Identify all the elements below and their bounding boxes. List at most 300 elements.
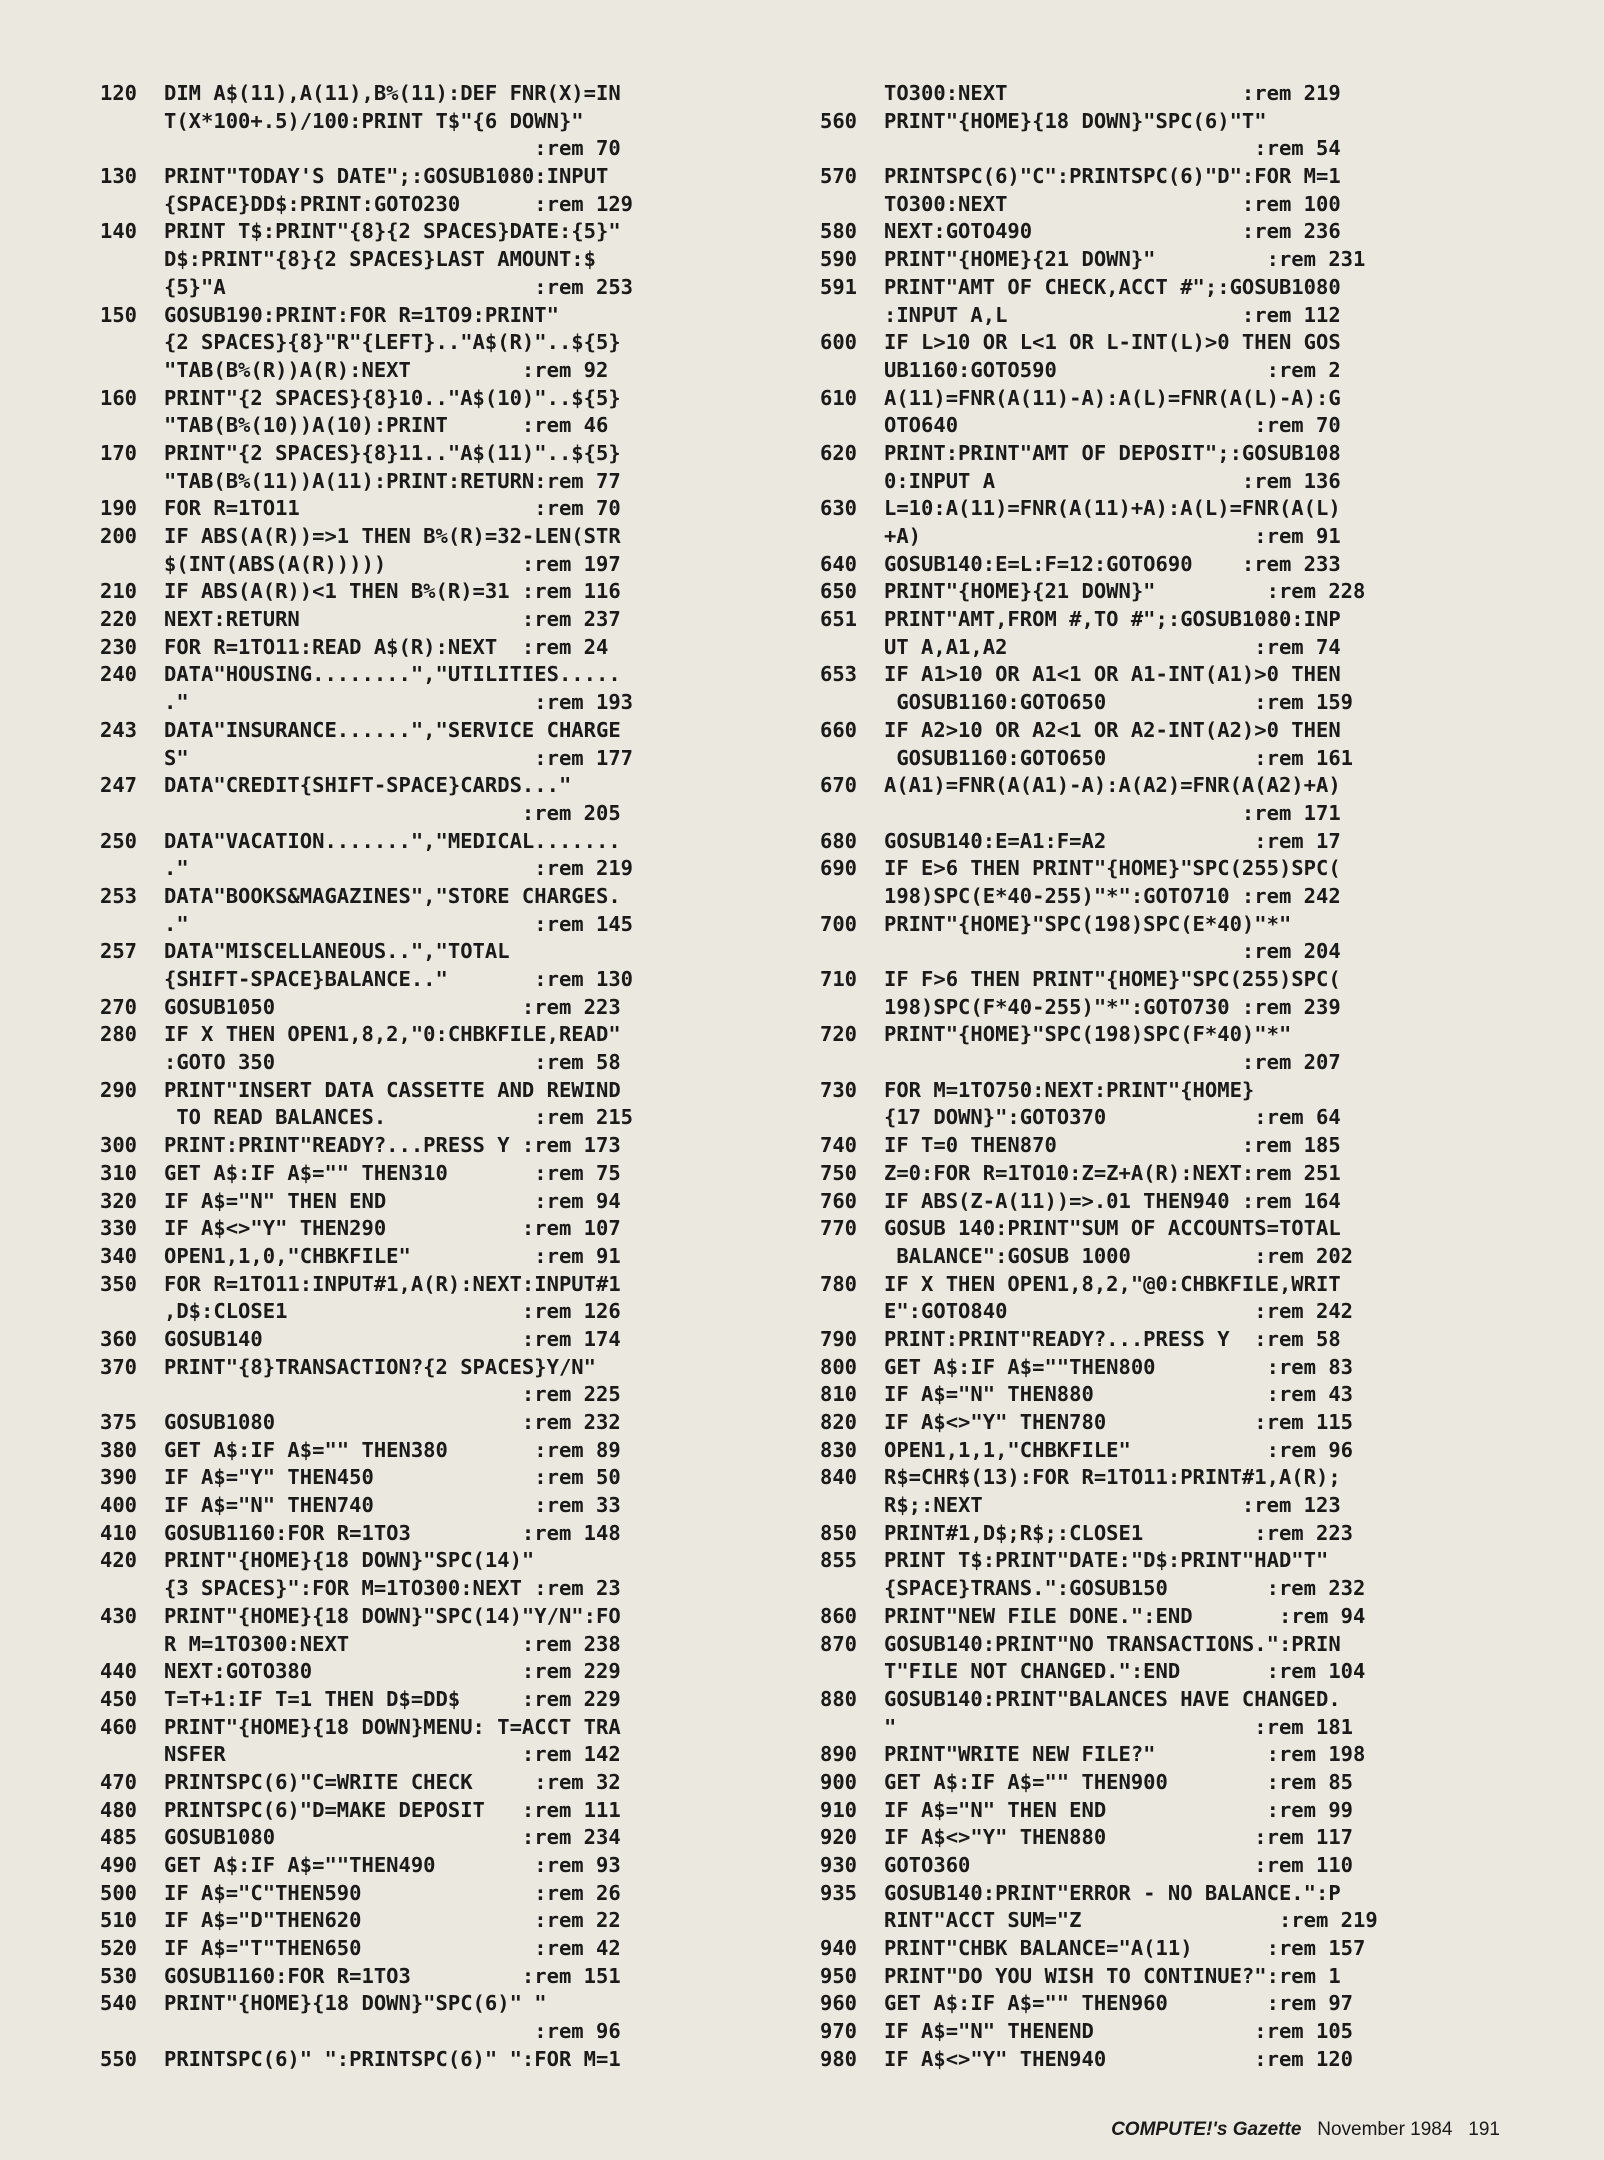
- code-line: [820, 274, 1500, 302]
- line-number: 840: [820, 1465, 858, 1490]
- line-code: GET A$:IF A$="" THEN960 :rem 97: [884, 1991, 1353, 2016]
- code-line: [820, 1852, 1500, 1880]
- line-code: DATA"VACATION.......","MEDICAL.......: [164, 828, 621, 853]
- line-number: 370: [100, 1354, 138, 1379]
- code-line: [100, 1188, 780, 1216]
- code-line: [820, 994, 1500, 1022]
- line-code: DATA"HOUSING........","UTILITIES.....: [164, 662, 621, 687]
- code-line: [820, 1935, 1500, 1963]
- line-number: 420: [100, 1548, 138, 1573]
- line-code: IF ABS(Z-A(11))=>.01 THEN940 :rem 164: [884, 1188, 1341, 1213]
- line-number: 620: [820, 440, 858, 465]
- line-code: PRINT"TODAY'S DATE";:GOSUB1080:INPUT: [164, 164, 609, 189]
- line-code: R$;:NEXT :rem 123: [884, 1493, 1341, 1518]
- line-code: T=T+1:IF T=1 THEN D$=DD$ :rem 229: [164, 1686, 621, 1711]
- code-line: [820, 1271, 1500, 1299]
- code-line: [100, 1797, 780, 1825]
- line-code: GOSUB1160:FOR R=1TO3 :rem 148: [164, 1520, 621, 1545]
- code-line: [820, 1298, 1500, 1326]
- line-code: PRINT"{2 SPACES}{8}11.."A$(11)"..${5}: [164, 440, 621, 465]
- line-code: OPEN1,1,1,"CHBKFILE" :rem 96: [884, 1437, 1353, 1462]
- code-line: [820, 1686, 1500, 1714]
- code-line: [820, 883, 1500, 911]
- code-line: [100, 1271, 780, 1299]
- code-line: [100, 1769, 780, 1797]
- line-number: 653: [820, 662, 858, 687]
- line-number: 190: [100, 496, 138, 521]
- code-line: [100, 329, 780, 357]
- line-number: 900: [820, 1769, 858, 1794]
- line-code: :rem 225: [164, 1382, 621, 1407]
- code-line: [820, 218, 1500, 246]
- line-code: L=10:A(11)=FNR(A(11)+A):A(L)=FNR(A(L): [884, 496, 1341, 521]
- line-number: 220: [100, 607, 138, 632]
- line-code: S" :rem 177: [164, 745, 633, 770]
- line-code: FOR R=1TO11:READ A$(R):NEXT :rem 24: [164, 634, 609, 659]
- line-code: TO300:NEXT :rem 100: [884, 191, 1341, 216]
- line-code: 198)SPC(F*40-255)"*":GOTO730 :rem 239: [884, 994, 1341, 1019]
- line-code: "TAB(B%(R))A(R):NEXT :rem 92: [164, 357, 609, 382]
- line-number: 820: [820, 1410, 858, 1434]
- line-number: 651: [820, 607, 858, 632]
- line-number: 855: [820, 1548, 858, 1573]
- line-code: PRINT:PRINT"AMT OF DEPOSIT";:GOSUB108: [884, 440, 1341, 465]
- code-line: [820, 800, 1500, 828]
- code-line: [820, 440, 1500, 468]
- line-code: IF A$="T"THEN650 :rem 42: [164, 1936, 621, 1961]
- line-number: 140: [100, 219, 138, 244]
- code-line: [100, 1520, 780, 1548]
- line-number: 670: [820, 773, 858, 798]
- page-footer: [1108, 2119, 1500, 2141]
- line-code: A(A1)=FNR(A(A1)-A):A(A2)=FNR(A(A2)+A): [884, 773, 1341, 798]
- code-line: [820, 1575, 1500, 1603]
- line-code: PRINT"AMT,FROM #,TO #";:GOSUB1080:INP: [884, 607, 1341, 632]
- line-code: {2 SPACES}{8}"R"{LEFT}.."A$(R)"..${5}: [164, 330, 621, 355]
- code-line: [100, 745, 780, 773]
- line-code: IF A$="Y" THEN450 :rem 50: [164, 1465, 621, 1490]
- line-number: 130: [100, 164, 138, 189]
- line-number: 170: [100, 440, 138, 465]
- line-number: 230: [100, 634, 138, 659]
- line-number: 580: [820, 219, 858, 244]
- line-number: 800: [820, 1354, 858, 1379]
- line-number: 650: [820, 579, 858, 604]
- code-line: [100, 634, 780, 662]
- code-line: [820, 1464, 1500, 1492]
- line-code: PRINT"{HOME}{18 DOWN}"SPC(6)"T": [884, 108, 1267, 133]
- line-code: :rem 70: [164, 136, 621, 161]
- code-line: [820, 717, 1500, 745]
- code-line: [100, 163, 780, 191]
- code-line: [100, 883, 780, 911]
- line-code: E":GOTO840 :rem 242: [884, 1299, 1353, 1324]
- line-number: 780: [820, 1271, 858, 1296]
- code-line: [100, 1907, 780, 1935]
- line-number: 630: [820, 496, 858, 521]
- code-line: [100, 1049, 780, 1077]
- line-code: R M=1TO300:NEXT :rem 238: [164, 1631, 621, 1656]
- line-code: PRINT T$:PRINT"DATE:"D$:PRINT"HAD"T": [884, 1548, 1329, 1573]
- line-code: PRINT"WRITE NEW FILE?" :rem 198: [884, 1742, 1366, 1767]
- line-number: 700: [820, 911, 858, 936]
- code-line: [100, 468, 780, 496]
- code-line: [820, 1547, 1500, 1575]
- line-number: 730: [820, 1077, 858, 1102]
- line-code: DATA"MISCELLANEOUS..","TOTAL: [164, 939, 510, 964]
- line-code: +A) :rem 91: [884, 524, 1341, 548]
- line-number: 680: [820, 828, 858, 853]
- code-line: [820, 2046, 1500, 2074]
- line-code: ." :rem 145: [164, 911, 633, 936]
- code-line: [820, 1354, 1500, 1382]
- code-line: [100, 1658, 780, 1686]
- line-code: GOSUB1160:GOTO650 :rem 161: [884, 745, 1353, 770]
- code-line: [820, 468, 1500, 496]
- code-line: [820, 1077, 1500, 1105]
- line-number: 910: [820, 1797, 858, 1822]
- code-line: [100, 1603, 780, 1631]
- code-line: [100, 1741, 780, 1769]
- code-line: [100, 1852, 780, 1880]
- line-code: IF ABS(A(R))=>1 THEN B%(R)=32-LEN(STR: [164, 524, 621, 548]
- code-line: [820, 2018, 1500, 2046]
- line-code: BALANCE":GOSUB 1000 :rem 202: [884, 1243, 1353, 1268]
- line-code: FOR M=1TO750:NEXT:PRINT"{HOME}: [884, 1077, 1255, 1102]
- line-code: NEXT:RETURN :rem 237: [164, 607, 621, 632]
- line-code: GOSUB140:PRINT"NO TRANSACTIONS.":PRIN: [884, 1631, 1341, 1656]
- line-code: PRINTSPC(6)"C=WRITE CHECK :rem 32: [164, 1769, 621, 1794]
- line-code: 0:INPUT A :rem 136: [884, 468, 1341, 493]
- line-number: 440: [100, 1659, 138, 1684]
- line-number: 760: [820, 1188, 858, 1213]
- line-code: OTO640 :rem 70: [884, 413, 1341, 438]
- line-code: IF A$<>"Y" THEN290 :rem 107: [164, 1216, 621, 1241]
- line-number: 430: [100, 1603, 138, 1628]
- line-code: ." :rem 193: [164, 690, 633, 715]
- code-line: [100, 1104, 780, 1132]
- code-line: [820, 1907, 1500, 1935]
- code-line: [100, 1437, 780, 1465]
- line-number: 150: [100, 302, 138, 327]
- line-number: 870: [820, 1631, 858, 1656]
- line-code: IF ABS(A(R))<1 THEN B%(R)=31 :rem 116: [164, 579, 621, 604]
- code-line: [820, 1021, 1500, 1049]
- code-line: [100, 523, 780, 551]
- code-line: [820, 1409, 1500, 1437]
- line-number: 500: [100, 1880, 138, 1905]
- code-line: [820, 1132, 1500, 1160]
- code-line: [820, 606, 1500, 634]
- line-code: PRINT"CHBK BALANCE="A(11) :rem 157: [884, 1936, 1366, 1961]
- code-line: [100, 1935, 780, 1963]
- code-line: [100, 578, 780, 606]
- line-number: 120: [100, 81, 138, 105]
- line-number: 280: [100, 1022, 138, 1047]
- code-line: [820, 1603, 1500, 1631]
- code-line: [820, 1049, 1500, 1077]
- line-code: {SHIFT-SPACE}BALANCE.." :rem 130: [164, 967, 633, 991]
- line-code: PRINT"{HOME}{21 DOWN}" :rem 228: [884, 579, 1366, 604]
- code-line: [820, 1658, 1500, 1686]
- code-line: [100, 606, 780, 634]
- line-number: 480: [100, 1797, 138, 1822]
- code-line: [100, 1714, 780, 1742]
- line-code: GOSUB 140:PRINT"SUM OF ACCOUNTS=TOTAL: [884, 1216, 1341, 1241]
- line-number: 490: [100, 1853, 138, 1877]
- code-line: [820, 855, 1500, 883]
- code-line: [820, 495, 1500, 523]
- line-code: PRINT"DO YOU WISH TO CONTINUE?":rem 1: [884, 1963, 1341, 1988]
- line-code: GOSUB190:PRINT:FOR R=1TO9:PRINT": [164, 302, 559, 327]
- code-line: [100, 2046, 780, 2074]
- line-code: TO300:NEXT :rem 219: [884, 81, 1341, 105]
- line-code: {17 DOWN}":GOTO370 :rem 64: [884, 1105, 1341, 1130]
- code-line: [820, 1631, 1500, 1659]
- line-code: PRINT"{HOME}{21 DOWN}" :rem 231: [884, 247, 1366, 272]
- line-code: ,D$:CLOSE1 :rem 126: [164, 1299, 621, 1324]
- code-line: [820, 551, 1500, 579]
- line-code: PRINTSPC(6)" ":PRINTSPC(6)" ":FOR M=1: [164, 2046, 621, 2071]
- line-code: GOSUB1080 :rem 232: [164, 1410, 621, 1434]
- line-number: 253: [100, 883, 138, 908]
- code-line: [820, 1714, 1500, 1742]
- code-line: [820, 634, 1500, 662]
- code-line: [820, 1437, 1500, 1465]
- line-number: 890: [820, 1742, 858, 1767]
- code-line: [820, 661, 1500, 689]
- line-code: GOSUB140:PRINT"ERROR - NO BALANCE.":P: [884, 1880, 1341, 1905]
- line-code: IF A$="N" THEN END :rem 94: [164, 1188, 621, 1213]
- line-number: 250: [100, 828, 138, 853]
- code-line: [100, 966, 780, 994]
- code-line: [820, 1104, 1500, 1132]
- line-code: IF A$="N" THEN740 :rem 33: [164, 1493, 621, 1518]
- line-code: $(INT(ABS(A(R))))) :rem 197: [164, 551, 621, 576]
- line-code: T"FILE NOT CHANGED.":END :rem 104: [884, 1659, 1366, 1684]
- line-code: "TAB(B%(10))A(10):PRINT :rem 46: [164, 413, 609, 438]
- line-code: PRINTSPC(6)"C":PRINTSPC(6)"D":FOR M=1: [884, 164, 1341, 189]
- line-number: 550: [100, 2046, 138, 2071]
- line-code: TO READ BALANCES. :rem 215: [164, 1105, 633, 1130]
- line-code: NEXT:GOTO380 :rem 229: [164, 1659, 621, 1684]
- code-line: [820, 689, 1500, 717]
- line-number: 540: [100, 1991, 138, 2016]
- code-line: [100, 1824, 780, 1852]
- line-code: UB1160:GOTO590 :rem 2: [884, 357, 1341, 382]
- line-code: :rem 207: [884, 1050, 1341, 1075]
- line-number: 950: [820, 1963, 858, 1988]
- line-code: GOSUB1160:GOTO650 :rem 159: [884, 690, 1353, 715]
- code-line: [100, 1464, 780, 1492]
- code-line: [820, 246, 1500, 274]
- line-number: 210: [100, 579, 138, 604]
- line-code: :GOTO 350 :rem 58: [164, 1050, 621, 1075]
- code-line: [820, 302, 1500, 330]
- line-number: 960: [820, 1991, 858, 2016]
- code-line: [100, 1215, 780, 1243]
- line-code: GOSUB140:PRINT"BALANCES HAVE CHANGED.: [884, 1686, 1341, 1711]
- line-code: GOSUB1050 :rem 223: [164, 994, 621, 1019]
- code-line: [820, 745, 1500, 773]
- line-number: 520: [100, 1936, 138, 1961]
- code-line: [100, 1354, 780, 1382]
- listing-column-right: [820, 80, 1500, 2074]
- line-number: 790: [820, 1326, 858, 1351]
- code-line: [100, 302, 780, 330]
- line-code: FOR R=1TO11 :rem 70: [164, 496, 621, 521]
- line-number: 860: [820, 1603, 858, 1628]
- line-number: 410: [100, 1520, 138, 1545]
- line-code: D$:PRINT"{8}{2 SPACES}LAST AMOUNT:$: [164, 247, 596, 272]
- line-code: GOSUB140:E=L:F=12:GOTO690 :rem 233: [884, 551, 1341, 576]
- line-number: 240: [100, 662, 138, 687]
- line-number: 880: [820, 1686, 858, 1711]
- code-line: [100, 218, 780, 246]
- line-number: 591: [820, 274, 858, 299]
- line-number: 560: [820, 108, 858, 133]
- line-code: PRINT"{2 SPACES}{8}10.."A$(10)"..${5}: [164, 385, 621, 410]
- line-code: UT A,A1,A2 :rem 74: [884, 634, 1341, 659]
- code-line: [820, 1741, 1500, 1769]
- line-code: DATA"INSURANCE......","SERVICE CHARGE: [164, 717, 621, 742]
- line-code: FOR R=1TO11:INPUT#1,A(R):NEXT:INPUT#1: [164, 1271, 621, 1296]
- line-number: 350: [100, 1271, 138, 1296]
- code-line: [820, 385, 1500, 413]
- code-line: [820, 1326, 1500, 1354]
- line-code: IF T=0 THEN870 :rem 185: [884, 1133, 1341, 1158]
- line-number: 270: [100, 994, 138, 1019]
- line-number: 570: [820, 164, 858, 189]
- line-number: 740: [820, 1133, 858, 1158]
- code-line: [100, 800, 780, 828]
- line-number: 380: [100, 1437, 138, 1462]
- code-line: [100, 246, 780, 274]
- line-number: 720: [820, 1022, 858, 1047]
- line-number: 710: [820, 967, 858, 991]
- line-code: PRINT"{HOME}{18 DOWN}"SPC(14)": [164, 1548, 535, 1573]
- line-number: 640: [820, 551, 858, 576]
- line-code: DIM A$(11),A(11),B%(11):DEF FNR(X)=IN: [164, 81, 621, 105]
- line-code: NSFER :rem 142: [164, 1742, 621, 1767]
- code-line: [100, 938, 780, 966]
- line-code: DATA"CREDIT{SHIFT-SPACE}CARDS...": [164, 773, 572, 798]
- line-code: PRINT:PRINT"READY?...PRESS Y :rem 173: [164, 1133, 621, 1158]
- line-code: :rem 205: [164, 800, 621, 825]
- code-line: [820, 1492, 1500, 1520]
- line-number: 690: [820, 856, 858, 881]
- line-number: 360: [100, 1326, 138, 1351]
- line-code: NEXT:GOTO490 :rem 236: [884, 219, 1341, 244]
- line-code: IF X THEN OPEN1,8,2,"0:CHBKFILE,READ": [164, 1022, 621, 1047]
- code-line: [820, 1381, 1500, 1409]
- code-line: [820, 108, 1500, 136]
- code-line: [100, 772, 780, 800]
- line-code: PRINT"{HOME}{18 DOWN}MENU: T=ACCT TRA: [164, 1714, 621, 1739]
- line-code: IF A$="N" THEN END :rem 99: [884, 1797, 1353, 1822]
- code-line: [820, 1880, 1500, 1908]
- code-line: [820, 1188, 1500, 1216]
- code-line: [100, 440, 780, 468]
- code-line: [820, 1963, 1500, 1991]
- line-number: 850: [820, 1520, 858, 1545]
- line-code: IF F>6 THEN PRINT"{HOME}"SPC(255)SPC(: [884, 967, 1341, 991]
- line-number: 810: [820, 1382, 858, 1407]
- code-line: [100, 1021, 780, 1049]
- line-number: 330: [100, 1216, 138, 1241]
- code-line: [100, 1077, 780, 1105]
- line-number: 980: [820, 2046, 858, 2071]
- line-code: PRINT"{8}TRANSACTION?{2 SPACES}Y/N": [164, 1354, 596, 1379]
- code-line: [820, 966, 1500, 994]
- code-line: [820, 938, 1500, 966]
- code-line: [100, 2018, 780, 2046]
- line-code: PRINT"{HOME}"SPC(198)SPC(E*40)"*": [884, 911, 1292, 936]
- line-code: IF A$<>"Y" THEN780 :rem 115: [884, 1410, 1353, 1434]
- line-code: GET A$:IF A$="" THEN380 :rem 89: [164, 1437, 621, 1462]
- line-code: PRINT"{HOME}"SPC(198)SPC(F*40)"*": [884, 1022, 1292, 1047]
- line-code: IF A2>10 OR A2<1 OR A2-INT(A2)>0 THEN: [884, 717, 1341, 742]
- line-number: 400: [100, 1493, 138, 1518]
- code-line: [100, 661, 780, 689]
- code-line: [820, 828, 1500, 856]
- code-line: [820, 1520, 1500, 1548]
- code-line: [100, 855, 780, 883]
- line-code: GET A$:IF A$=""THEN490 :rem 93: [164, 1853, 621, 1877]
- line-code: GET A$:IF A$=""THEN800 :rem 83: [884, 1354, 1353, 1379]
- line-number: 530: [100, 1963, 138, 1988]
- line-number: 390: [100, 1465, 138, 1490]
- code-line: [100, 1963, 780, 1991]
- line-code: T(X*100+.5)/100:PRINT T$"{6 DOWN}": [164, 108, 584, 133]
- line-code: GOTO360 :rem 110: [884, 1853, 1353, 1877]
- line-number: 970: [820, 2019, 858, 2044]
- line-code: PRINT"{HOME}{18 DOWN}"SPC(14)"Y/N":FO: [164, 1603, 621, 1628]
- code-line: [820, 578, 1500, 606]
- line-code: RINT"ACCT SUM="Z :rem 219: [884, 1908, 1378, 1933]
- code-line: [100, 1492, 780, 1520]
- code-line: [100, 1326, 780, 1354]
- code-line: [100, 135, 780, 163]
- line-code: GOSUB140 :rem 174: [164, 1326, 621, 1351]
- line-code: {SPACE}TRANS.":GOSUB150 :rem 232: [884, 1576, 1366, 1601]
- code-line: [100, 994, 780, 1022]
- code-line: [100, 1243, 780, 1271]
- line-code: :rem 54: [884, 136, 1341, 161]
- line-number: 610: [820, 385, 858, 410]
- line-number: 450: [100, 1686, 138, 1711]
- line-code: GOSUB140:E=A1:F=A2 :rem 17: [884, 828, 1341, 853]
- line-code: IF L>10 OR L<1 OR L-INT(L)>0 THEN GOS: [884, 330, 1341, 355]
- code-line: [100, 828, 780, 856]
- code-line: [820, 911, 1500, 939]
- code-line: [100, 191, 780, 219]
- line-code: GOSUB1160:FOR R=1TO3 :rem 151: [164, 1963, 621, 1988]
- line-code: A(11)=FNR(A(11)-A):A(L)=FNR(A(L)-A):G: [884, 385, 1341, 410]
- line-number: 935: [820, 1880, 858, 1905]
- line-number: 300: [100, 1133, 138, 1158]
- line-code: " :rem 181: [884, 1714, 1353, 1739]
- line-code: PRINT#1,D$;R$;:CLOSE1 :rem 223: [884, 1520, 1353, 1545]
- line-code: IF A$="N" THENEND :rem 105: [884, 2019, 1353, 2044]
- code-line: [820, 1824, 1500, 1852]
- line-code: PRINT T$:PRINT"{8}{2 SPACES}DATE:{5}": [164, 219, 621, 244]
- listing-column-left: [100, 80, 780, 2074]
- line-number: 470: [100, 1769, 138, 1794]
- code-line: [100, 911, 780, 939]
- line-code: {SPACE}DD$:PRINT:GOTO230 :rem 129: [164, 191, 633, 216]
- line-code: GET A$:IF A$="" THEN900 :rem 85: [884, 1769, 1353, 1794]
